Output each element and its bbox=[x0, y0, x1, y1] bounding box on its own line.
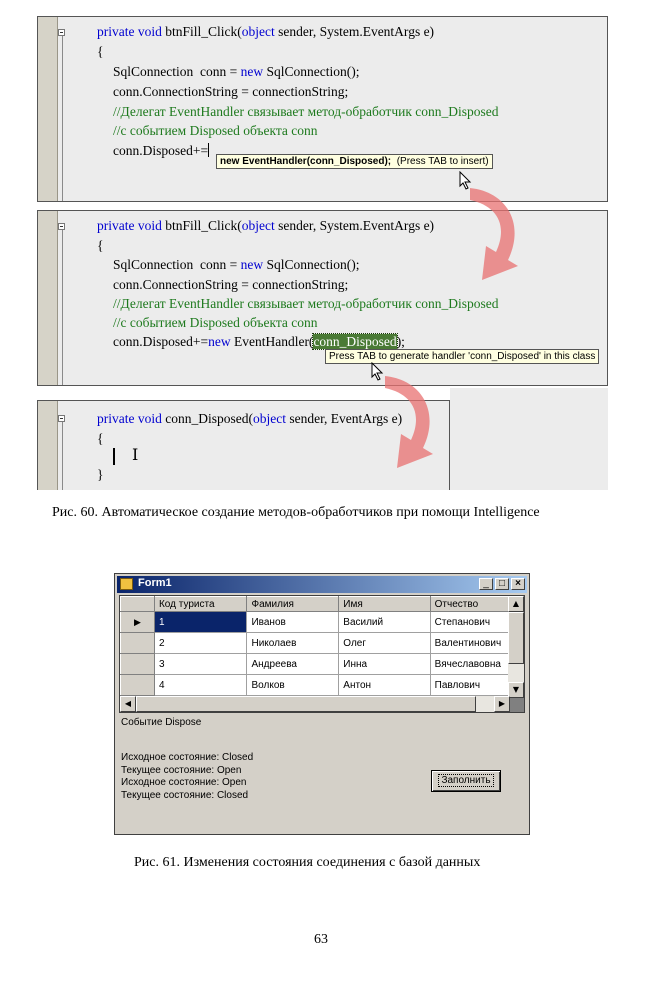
column-header[interactable]: Код туриста bbox=[154, 597, 247, 612]
editor-margin bbox=[38, 401, 58, 490]
data-grid[interactable] bbox=[119, 595, 525, 713]
app-icon bbox=[120, 578, 133, 590]
table-row[interactable] bbox=[121, 675, 524, 696]
code-editor-panel-1 bbox=[37, 16, 608, 202]
title-bar[interactable] bbox=[117, 576, 527, 593]
table-row[interactable] bbox=[121, 654, 524, 675]
column-header[interactable]: Имя bbox=[339, 597, 430, 612]
grid-cell[interactable]: 1 bbox=[154, 612, 247, 633]
status-line: Текущее состояние: Closed bbox=[121, 790, 249, 801]
scroll-thumb[interactable] bbox=[136, 696, 476, 712]
code-line: private void btnFill_Click(object sender, System.EventArgs e) bbox=[97, 218, 435, 233]
outline-line bbox=[62, 36, 63, 201]
grid-cell[interactable]: Валентинович bbox=[430, 633, 523, 654]
status-line: Исходное состояние: Open bbox=[121, 777, 247, 788]
code-line: conn.ConnectionString = connectionString; bbox=[113, 277, 349, 292]
row-header[interactable] bbox=[121, 675, 155, 696]
grid-cell[interactable]: 3 bbox=[154, 654, 247, 675]
row-header[interactable] bbox=[121, 654, 155, 675]
code-line: } bbox=[97, 467, 104, 482]
figure-caption: Рис. 61. Изменения состояния соединения с базой данных bbox=[134, 855, 481, 870]
code-comment: //Делегат EventHandler связывает метод-обработчик conn_Disposed bbox=[113, 104, 499, 119]
collapse-toggle-icon[interactable] bbox=[58, 29, 65, 36]
outline-line bbox=[62, 422, 63, 490]
close-button[interactable]: × bbox=[511, 578, 525, 590]
grid-cell[interactable]: 2 bbox=[154, 633, 247, 654]
code-comment: //с событием Disposed объекта conn bbox=[113, 123, 318, 138]
code-line-cursor[interactable]: conn.Disposed+= bbox=[113, 143, 209, 158]
corner-header[interactable] bbox=[121, 597, 155, 612]
scroll-down-icon[interactable]: ▼ bbox=[508, 682, 524, 698]
intellisense-tooltip[interactable]: new EventHandler(conn_Disposed); (Press TAB to insert) bbox=[216, 154, 493, 169]
page-number: 63 bbox=[314, 932, 328, 947]
code-line: conn.ConnectionString = connectionString; bbox=[113, 84, 349, 99]
table-row[interactable] bbox=[121, 633, 524, 654]
column-header[interactable]: Фамилия bbox=[247, 597, 339, 612]
grid-cell[interactable]: Волков bbox=[247, 675, 339, 696]
editor-margin bbox=[38, 17, 58, 201]
text-caret[interactable] bbox=[113, 448, 115, 465]
highlighted-handler-name[interactable]: conn_Disposed bbox=[313, 334, 397, 349]
status-line: Текущее состояние: Open bbox=[121, 765, 242, 776]
grid-table bbox=[120, 596, 524, 696]
grid-cell[interactable]: Олег bbox=[339, 633, 430, 654]
code-line: SqlConnection conn = new SqlConnection(); bbox=[113, 64, 360, 79]
figure-caption: Рис. 60. Автоматическое создание методов-обработчиков при помощи Intelligence bbox=[52, 505, 540, 520]
code-line: private void btnFill_Click(object sender, System.EventArgs e) bbox=[97, 24, 435, 39]
grid-cell[interactable]: 4 bbox=[154, 675, 247, 696]
curved-arrow-icon bbox=[345, 368, 445, 478]
fill-button-label: Заполнить bbox=[441, 775, 491, 786]
collapse-toggle-icon[interactable] bbox=[58, 415, 65, 422]
horizontal-scrollbar[interactable] bbox=[120, 696, 510, 712]
table-row[interactable] bbox=[121, 612, 524, 633]
grid-cell[interactable]: Степанович bbox=[430, 612, 523, 633]
grid-cell[interactable]: Николаев bbox=[247, 633, 339, 654]
fill-button[interactable] bbox=[431, 770, 501, 792]
column-header[interactable]: Отчество bbox=[430, 597, 523, 612]
row-selector-icon[interactable]: ▶ bbox=[121, 612, 155, 633]
grid-cell[interactable]: Андреева bbox=[247, 654, 339, 675]
code-line: conn.Disposed+=new EventHandler(conn_Disposed); bbox=[113, 334, 405, 349]
scroll-thumb[interactable] bbox=[508, 612, 524, 664]
grid-cell[interactable]: Вячеславовна bbox=[430, 654, 523, 675]
scroll-up-icon[interactable]: ▲ bbox=[508, 596, 524, 612]
grid-cell[interactable]: Василий bbox=[339, 612, 430, 633]
vertical-scrollbar[interactable] bbox=[508, 596, 524, 698]
code-comment: //Делегат EventHandler связывает метод-обработчик conn_Disposed bbox=[113, 296, 499, 311]
maximize-button[interactable]: □ bbox=[495, 578, 509, 590]
editor-margin bbox=[38, 211, 58, 385]
form1-window bbox=[114, 573, 530, 835]
grid-cell[interactable]: Иванов bbox=[247, 612, 339, 633]
curved-arrow-icon bbox=[430, 180, 530, 290]
scroll-left-icon[interactable]: ◀ bbox=[120, 696, 136, 712]
ibeam-cursor-icon: I bbox=[132, 445, 139, 464]
row-header[interactable] bbox=[121, 633, 155, 654]
outline-line bbox=[62, 230, 63, 385]
intellisense-tooltip[interactable]: Press TAB to generate handler 'conn_Disposed' in this class bbox=[325, 349, 599, 364]
code-comment: //с событием Disposed объекта conn bbox=[113, 315, 318, 330]
code-line: { bbox=[97, 44, 104, 59]
status-line: Исходное состояние: Closed bbox=[121, 752, 254, 763]
scroll-right-icon[interactable]: ▶ bbox=[494, 696, 510, 712]
grid-cell[interactable]: Павлович bbox=[430, 675, 523, 696]
collapse-toggle-icon[interactable] bbox=[58, 223, 65, 230]
code-line: { bbox=[97, 431, 104, 446]
window-title: Form1 bbox=[138, 577, 172, 589]
grid-cell[interactable]: Антон bbox=[339, 675, 430, 696]
grid-cell[interactable]: Инна bbox=[339, 654, 430, 675]
editor-background bbox=[450, 388, 608, 490]
code-line: SqlConnection conn = new SqlConnection(); bbox=[113, 257, 360, 272]
code-line: { bbox=[97, 238, 104, 253]
event-label: Событие Dispose bbox=[121, 717, 202, 728]
minimize-button[interactable]: _ bbox=[479, 578, 493, 590]
code-line: private void conn_Disposed(object sender, EventArgs e) bbox=[97, 411, 403, 426]
